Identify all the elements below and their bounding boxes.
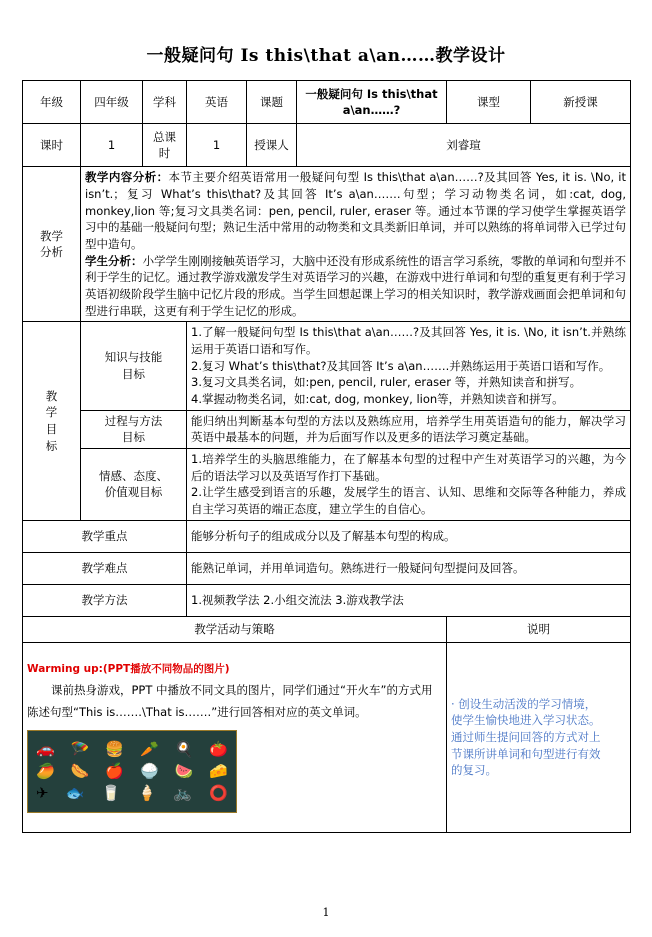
lesson-type-label: 课型 xyxy=(447,81,531,124)
table-row xyxy=(23,584,631,616)
note-line: 的复习。 xyxy=(451,763,497,778)
subject-label: 学科 xyxy=(143,81,187,124)
hamburger-icon: 🍔 xyxy=(105,739,124,758)
activity-paragraph: 课前热身游戏，PPT 中播放不同文具的图片，同学们通过“开火车”的方式用陈述句型“This is…….\That is…….”进行回答相对应的英文单词。 xyxy=(27,683,433,720)
student-analysis-paragraph xyxy=(85,253,626,320)
ppt-emoji-row-1 xyxy=(36,739,228,758)
topic-value-line1: 一般疑问句 Is this\that xyxy=(305,86,438,101)
table-row xyxy=(23,552,631,584)
period-value: 1 xyxy=(81,124,143,167)
note-line: 通过师生提问回答的方式对上 xyxy=(451,729,601,744)
fish-icon: 🐟 xyxy=(65,783,85,802)
table-row xyxy=(23,410,631,448)
objectives-label-char-1: 学 xyxy=(45,405,58,420)
method-label: 教学方法 xyxy=(23,584,187,616)
objective-line: 能归纳出判断基本句型的方法以及熟练应用，培养学生用英语造句的能力，解决学习英语中最基本的问题，并为后面写作以及更多的语法学习奠定基础。 xyxy=(191,413,626,445)
mango-icon: 🥭 xyxy=(36,761,55,780)
teacher-value: 刘睿瑄 xyxy=(297,124,631,167)
donut-icon: ⭕ xyxy=(209,783,228,802)
objectives-label-char-2: 目 xyxy=(45,422,58,437)
page-title: 一般疑问句 Is this\that a\an……教学设计 xyxy=(146,46,506,66)
method-text: 1.视频教学法 2.小组交流法 3.游戏教学法 xyxy=(187,584,631,616)
topic-label: 课题 xyxy=(247,81,297,124)
watermelon-icon: 🍉 xyxy=(174,761,194,780)
objective-label-process xyxy=(81,410,187,448)
ice-cream-icon: 🍦 xyxy=(137,783,157,802)
content-analysis-paragraph xyxy=(85,169,626,252)
grade-label: 年级 xyxy=(23,81,81,124)
page-number: 1 xyxy=(322,906,330,919)
total-periods-label-line2: 时 xyxy=(158,146,171,161)
milk-icon: 🥛 xyxy=(101,783,121,802)
objective-label-values-line1: 情感、态度、 xyxy=(99,468,168,483)
note-line: 使学生愉快地进入学习状态。 xyxy=(451,713,601,728)
table-row xyxy=(23,642,631,832)
objective-content-values xyxy=(187,449,631,521)
total-periods-label xyxy=(143,124,187,167)
lesson-type-value: 新授课 xyxy=(531,81,631,124)
airplane-icon: ✈ xyxy=(36,783,49,802)
apple-icon: 🍎 xyxy=(105,761,124,780)
objective-line: 4.掌握动物类名词，如:cat, dog, monkey, lion等，并熟知读音和拼写。 xyxy=(191,392,564,407)
objective-content-process xyxy=(187,410,631,448)
objective-label-knowledge-line2: 目标 xyxy=(122,367,145,382)
objective-line: 2.复习 What’s this\that?及其回答 It’s a\an…….并熟练运用于英语口语和写作。 xyxy=(191,358,611,373)
note-content xyxy=(447,642,631,832)
carrot-icon: 🥕 xyxy=(139,739,159,758)
subject-value: 英语 xyxy=(187,81,247,124)
objective-line: 2.让学生感受到语言的乐趣，发展学生的语言、认知、思维和交际等各种能力，养成自主学习英语的端正态度，建立学生的自信心。 xyxy=(191,485,626,517)
table-row xyxy=(23,520,631,552)
objective-label-knowledge-line1: 知识与技能 xyxy=(104,350,163,365)
objective-label-values-line2: 价值观目标 xyxy=(104,485,163,500)
lesson-plan-table xyxy=(22,80,631,832)
warming-up-heading: Warming up:(PPT播放不同物品的图片) xyxy=(27,662,230,675)
total-periods-label-line1: 总课 xyxy=(153,129,176,144)
content-analysis-heading: 教学内容分析： xyxy=(85,170,169,185)
table-row xyxy=(23,167,631,322)
ppt-emoji-row-3 xyxy=(36,783,228,802)
focus-label: 教学重点 xyxy=(23,520,187,552)
bicycle-icon: 🚲 xyxy=(173,783,193,802)
objective-label-knowledge xyxy=(81,322,187,410)
table-row xyxy=(23,449,631,521)
activities-header: 教学活动与策略 xyxy=(23,616,447,642)
cheese-icon: 🧀 xyxy=(209,761,228,780)
difficulty-text: 能熟记单词，并用单词造句。熟练进行一般疑问句型提问及回答。 xyxy=(187,552,631,584)
topic-value xyxy=(297,81,447,124)
objective-line: 1.培养学生的头脑思维能力，在了解基本句型的过程中产生对英语学习的兴趣，为今后的语法学习以及英语写作打下基础。 xyxy=(191,452,626,483)
rice-bowl-icon: 🍚 xyxy=(139,761,159,780)
objectives-label-char-0: 教 xyxy=(45,388,58,403)
fried-egg-icon: 🍳 xyxy=(174,739,194,758)
parachute-icon: 🪂 xyxy=(70,739,90,758)
activity-content xyxy=(23,642,447,832)
period-label: 课时 xyxy=(23,124,81,167)
student-analysis-text: 小学学生刚刚接触英语学习，大脑中还没有形成系统性的语言学习系统，零散的单词和句型并不利于学生的记忆。通过教学游戏激发学生对英语学习的兴趣，在游戏中进行单词和句型的重复更有利于学习英语初级阶段学生脑中记忆片段的形成。当学生回想起课上学习的相关知识时，教学游戏画面会把单词和句型进行串联，这更有利于学生记忆的形成。 xyxy=(85,253,627,318)
total-periods-value: 1 xyxy=(187,124,247,167)
note-header: 说明 xyxy=(447,616,631,642)
analysis-row-label xyxy=(23,167,81,322)
note-line: · 创设生动活泼的学习情境， xyxy=(451,696,597,711)
table-row xyxy=(23,81,631,124)
objective-label-process-line2: 目标 xyxy=(122,430,145,445)
objective-line: 3.复习文具类名词，如:pen, pencil, ruler, eraser 等，并熟知读音和拼写。 xyxy=(191,375,582,390)
objectives-label-char-3: 标 xyxy=(45,438,58,453)
analysis-row-label-line1: 教学 xyxy=(40,228,63,243)
objective-label-process-line1: 过程与方法 xyxy=(104,413,163,428)
note-line: 节课所讲单词和句型进行有效 xyxy=(451,746,601,761)
objective-line: 1.了解一般疑问句型 Is this\that a\an……?及其回答 Yes, it is. \No, it isn’t.并熟练运用于英语口语和写作。 xyxy=(191,325,626,357)
topic-value-line2: a\an……? xyxy=(342,103,401,118)
focus-text: 能够分析句子的组成成分以及了解基本句型的构成。 xyxy=(187,520,631,552)
car-icon: 🚗 xyxy=(36,739,55,758)
difficulty-label: 教学难点 xyxy=(23,552,187,584)
objective-content-knowledge xyxy=(187,322,631,410)
objective-label-values xyxy=(81,449,187,521)
table-row xyxy=(23,322,631,410)
teacher-label: 授课人 xyxy=(247,124,297,167)
student-analysis-heading: 学生分析： xyxy=(85,253,143,268)
analysis-row-label-line2: 分析 xyxy=(40,245,63,260)
ppt-emoji-row-2 xyxy=(36,761,228,780)
grade-value: 四年级 xyxy=(81,81,143,124)
hotdog-icon: 🌭 xyxy=(70,761,90,780)
analysis-content xyxy=(81,167,631,322)
objectives-row-label xyxy=(23,322,81,520)
content-analysis-text: 本节主要介绍英语常用一般疑问句型 Is this\that a\an……?及其回答 Yes, it is. \No, it isn’t.；复习 What’s this\that?及其回答 It’s a\an…….句型；学习动物类名词，如:cat, dog, monkey,lion 等;复习文具类名词：pen, pencil, ruler, eraser 等。通过本节课的学习使学生掌握英语学习中的基础一般疑问句型；熟记生活中常用的动物类和文具类新旧单词，并可以熟练的将单词带入已学过句型中造句。 xyxy=(85,170,626,252)
tomato-icon: 🍅 xyxy=(209,739,228,758)
table-row xyxy=(23,616,631,642)
ppt-slide-image xyxy=(27,730,237,813)
table-row xyxy=(23,124,631,167)
